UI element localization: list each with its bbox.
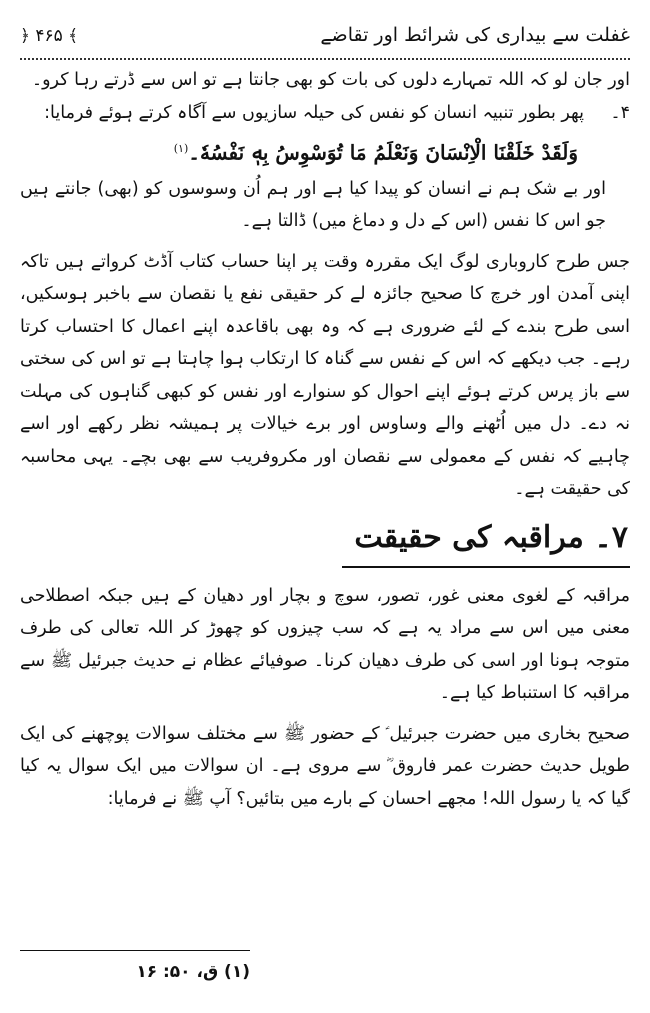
footnote-marker: (۱) [173, 142, 189, 155]
header-divider [20, 58, 630, 60]
verse-text: وَلَقَدْ خَلَقْنَا الْاِنْسَانَ وَنَعْلَمُ مَا تُوَسْوِسُ بِهٖ نَفْسُهٗ۔ [188, 140, 578, 165]
item-number: ۴۔ [610, 102, 630, 123]
footnote: (۱) ق، ۵۰: ۱۶ [136, 962, 250, 982]
footnote-divider [20, 950, 250, 951]
running-title: غفلت سے بیداری کی شرائط اور تقاضے [320, 24, 630, 46]
verse-translation: اور بے شک ہم نے انسان کو پیدا کیا ہے اور ہم اُن وسوسوں کو (بھی) جانتے ہیں جو اس کا نفس (اس کے دل و دماغ میں) ڈالتا ہے۔ [20, 178, 606, 232]
page-header [20, 18, 630, 52]
document-page [20, 18, 630, 998]
paragraph-bukhari: صحیح بخاری میں حضرت جبرئیل ؑ کے حضور ﷺ سے مختلف سوالات پوچھنے کی ایک طویل حدیث حضرت عمر فاروق ؓ سے مروی ہے۔ ان سوالات میں ایک سوال یہ کیا گیا کہ یا رسول اللہ! مجھے احسان کے بارے میں بتائیں؟ آپ ﷺ نے فرمایا: [20, 723, 630, 809]
paragraph-muhasaba: جس طرح کاروباری لوگ ایک مقررہ وقت پر اپنا حساب کتاب آڈٹ کرواتے ہیں تاکہ اپنی آمدن اور خرچ کا صحیح جائزہ لے کر حقیقی نفع یا نقصان سے باخبر ہوسکیں، اسی طرح بندے کے لئے ضروری ہے کہ وہ بھی باقاعدہ اپنے اعمال کا احتساب کرتا رہے۔ جب دیکھے کہ اس کے نفس سے گناہ کا ارتکاب ہوا چاہتا ہے تو اس کی سختی سے باز پرس کرتے ہوئے اپنے احوال کو سنوارے اور نفس کو کبھی گناہوں کی مہلت نہ دے۔ دل میں اُٹھنے والے وساوس اور برے خیالات پر ہمیشہ نظر رکھے اور اسے چاہیے کہ نفس کے معمولی سے نقصان اور مکروفریب سے بھی بچے۔ یہی محاسبہ کی حقیقت ہے۔ [20, 251, 630, 500]
page-number: ﴿ ۴۶۵ ﴾ [20, 25, 79, 46]
quran-verse [20, 129, 630, 173]
section-heading: ۷۔ مراقبہ کی حقیقت [342, 516, 630, 568]
paragraph-fear: اور جان لو کہ اللہ تمہارے دلوں کی بات کو بھی جانتا ہے تو اس سے ڈرتے رہا کرو۔ [31, 70, 630, 90]
section-heading-wrap [20, 516, 630, 568]
item-text: پھر بطور تنبیہ انسان کو نفس کی حیلہ سازیوں سے آگاہ کرتے ہوئے فرمایا: [44, 102, 584, 123]
numbered-item-4 [20, 97, 630, 130]
paragraph-muraqaba: مراقبہ کے لغوی معنی غور، تصور، سوچ و بچار اور دھیان کے ہیں جبکہ اصطلاحی معنی میں اس سے مراد یہ ہے کہ سب چیزوں کو چھوڑ کر اللہ تعالی کی طرف متوجہ ہونا اور اسی کی طرف دھیان کرنا۔ صوفیائے عظام نے حدیث جبرئیل ﷺ سے مراقبہ کا استنباط کیا ہے۔ [20, 585, 630, 704]
